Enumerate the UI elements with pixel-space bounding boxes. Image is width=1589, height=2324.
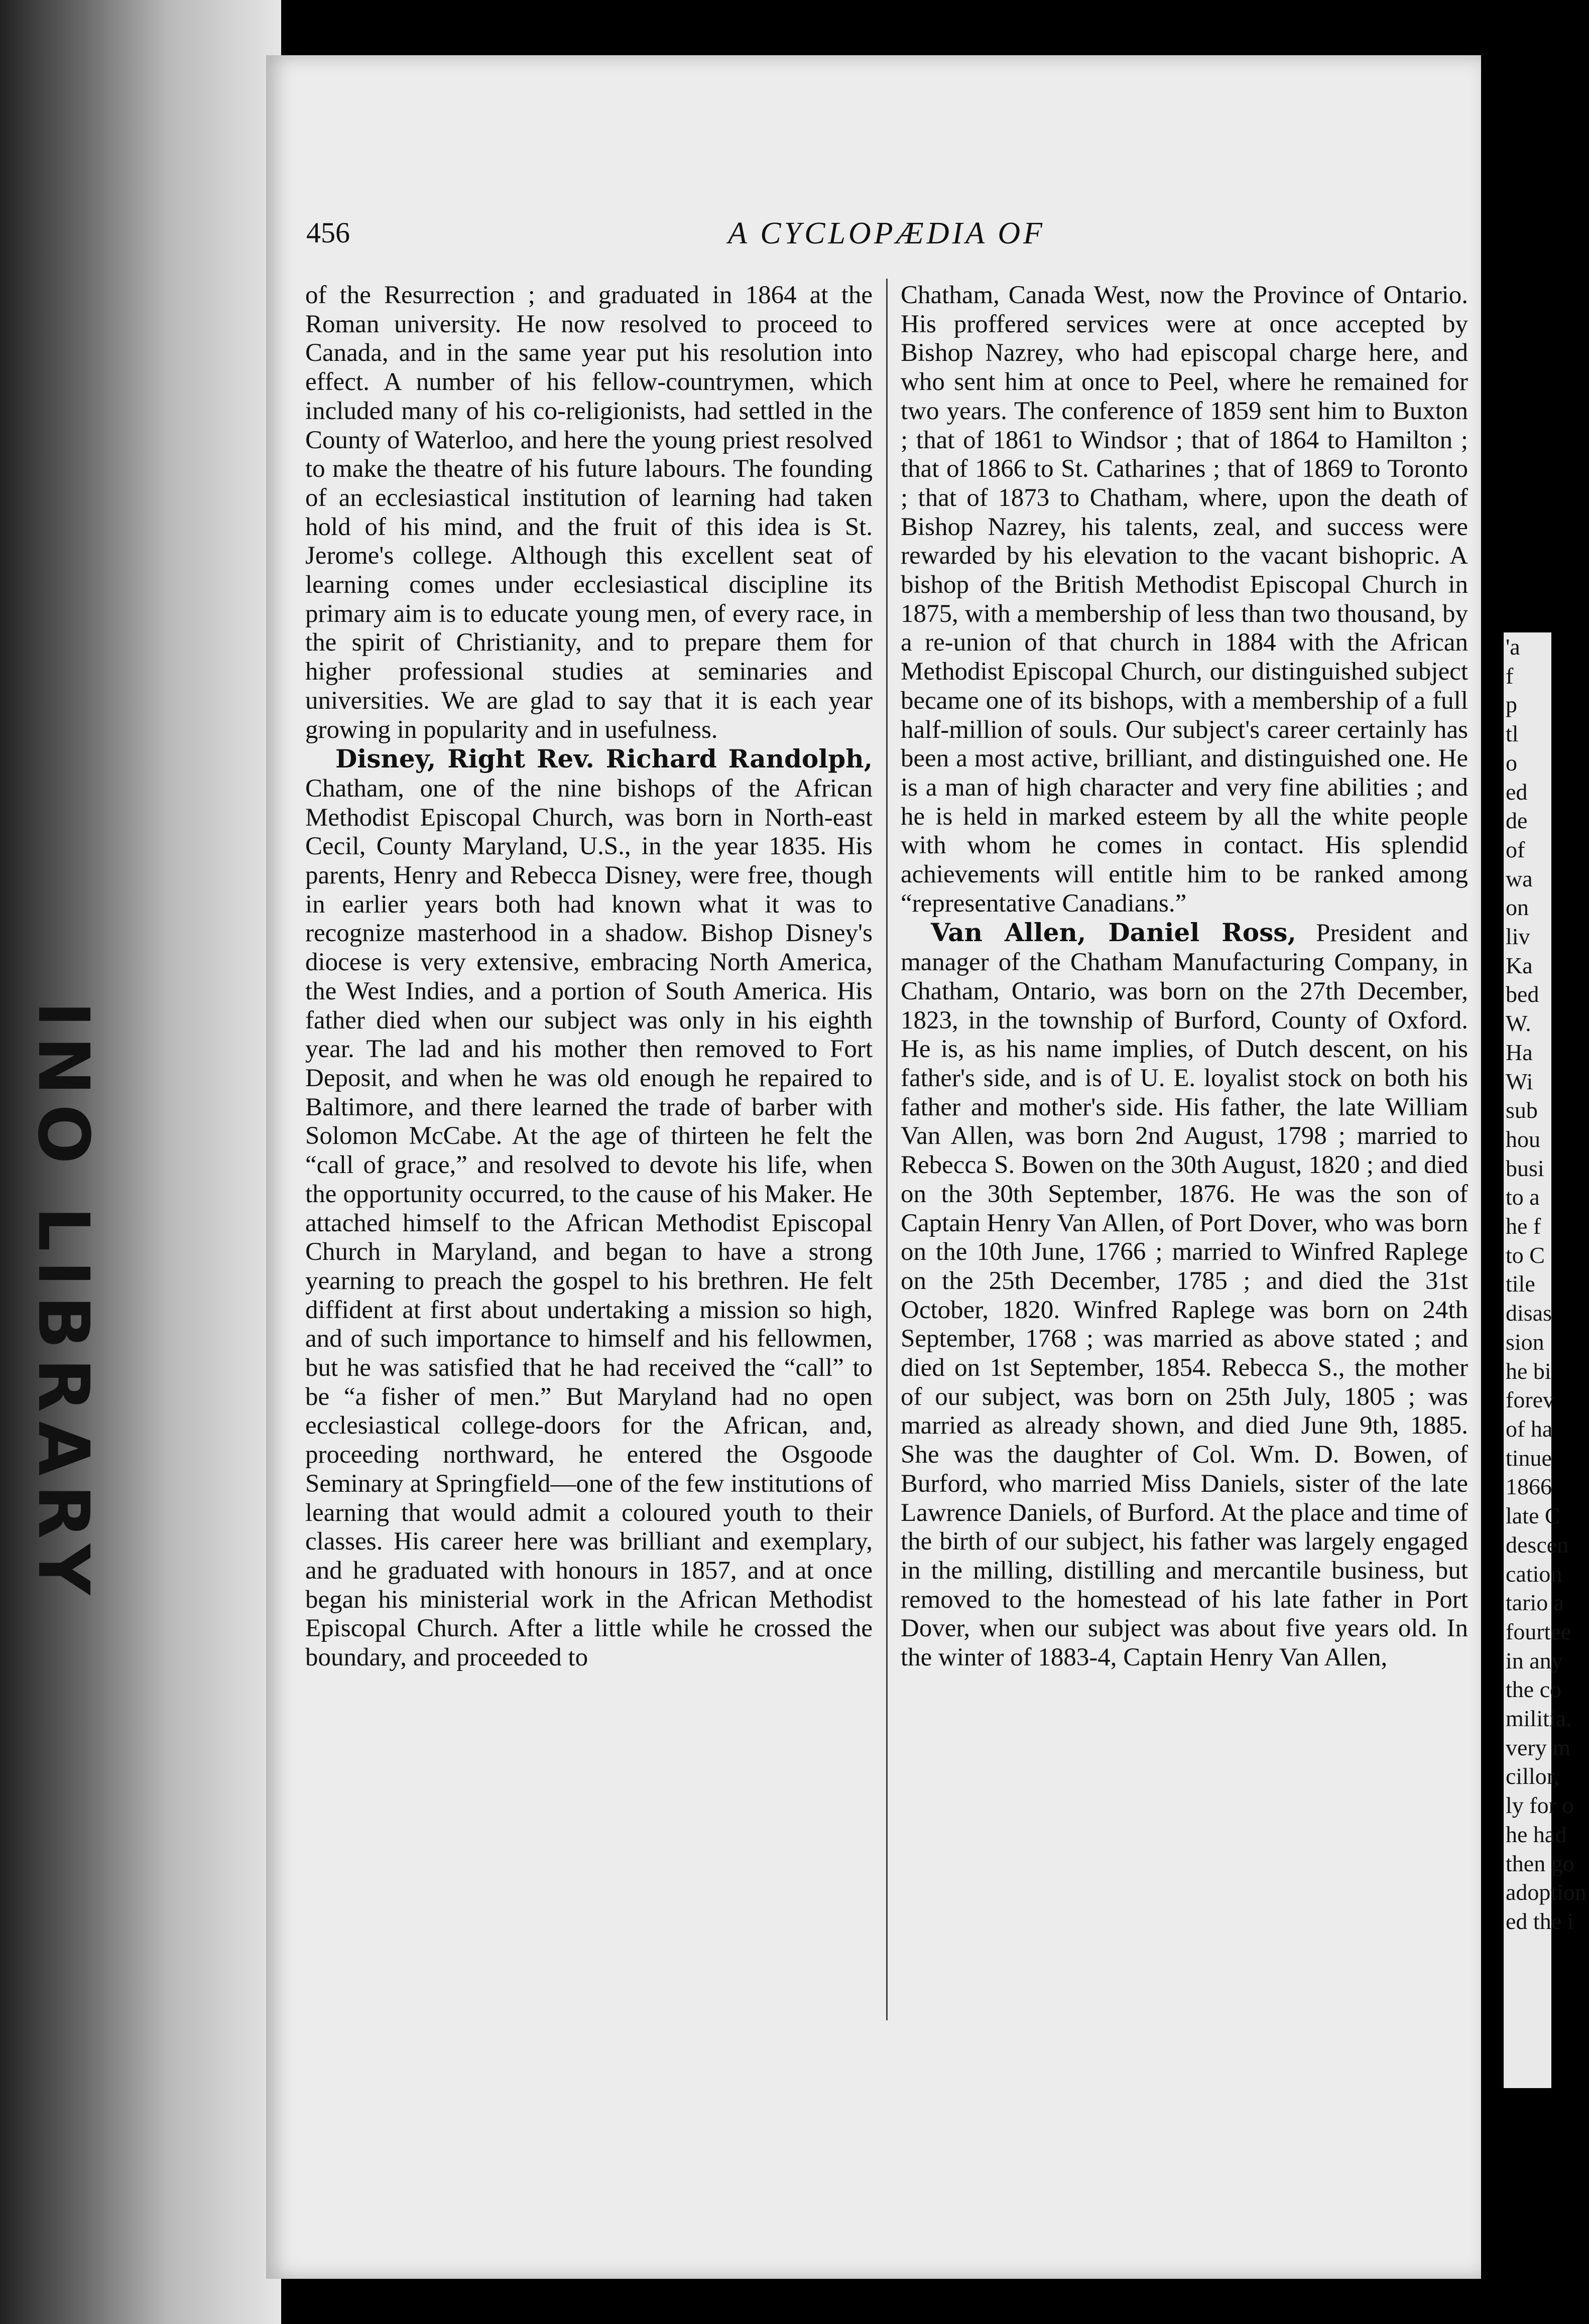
adjacent-page-fragment: very m [1506,1734,1571,1760]
adjacent-page-fragment: militia. [1506,1706,1572,1732]
adjacent-page-fragment: of [1506,836,1525,862]
adjacent-page-fragment: disas [1506,1300,1552,1326]
adjacent-page-fragment: tl [1506,721,1519,747]
adjacent-page-fragment: hou [1506,1126,1540,1152]
entry-disney [305,744,873,1672]
adjacent-page-fragment: the co [1506,1676,1562,1703]
entry-van-allen [901,918,1468,1672]
left-column [305,281,873,2053]
adjacent-page-fragment: W. [1506,1010,1531,1037]
adjacent-page-fragment: de [1506,808,1528,834]
adjacent-page-fragment: he f [1506,1213,1541,1239]
adjacent-page-fragment: ed [1506,779,1528,805]
adjacent-page-fragment: ly for o [1506,1792,1574,1819]
adjacent-page-fragment: on [1506,894,1529,921]
adjacent-page-fragment: Ha [1506,1039,1533,1065]
adjacent-page-fragment: he bi [1506,1358,1551,1384]
adjacent-page-fragment: cation [1506,1561,1562,1587]
adjacent-page-fragment: sion [1506,1329,1544,1355]
adjacent-page-fragment: bed [1506,981,1539,1007]
adjacent-page-fragment: wa [1506,865,1533,891]
adjacent-page-fragment: in any [1506,1647,1563,1673]
paragraph-continuation: of the Resurrection ; and graduated in 1864 at the Roman university. He now resolved to proceed to Canada, and in the same year put his resolution into effect. A number of his fellow-countrymen, which included many of his co-religionists, had settled in the County of Waterloo, and here the young priest resolved to make the theatre of his future labours. The founding of an ecclesiastical institution of learning had taken hold of his mind, and the fruit of this idea is St. Jerome's college. Although this excellent seat of learning comes under ecclesiastical discipline its primary aim is to educate young men, of every race, in the spirit of Christianity, and to prepare them for higher professional studies at seminaries and universities. We are glad to say that it is each year growing in popularity and in usefulness. [305,281,873,744]
column-rule [886,279,888,2020]
adjacent-page-fragment: f [1506,663,1514,689]
library-stamp [18,878,103,1732]
adjacent-page-fragment: late C [1506,1503,1560,1529]
adjacent-page-fragment: o [1506,749,1517,776]
library-stamp-text: INO LIBRARY [22,1001,104,1604]
entry-heading-disney: Disney, Right Rev. Richard Randolph, [335,744,873,774]
entry-heading-van-allen: Van Allen, Daniel Ross, [931,918,1296,948]
adjacent-page-fragment: busi [1506,1155,1544,1181]
adjacent-page-fragment: Ka [1506,952,1533,978]
adjacent-page-fragment: 'a [1506,634,1520,660]
adjacent-page-fragment: of ha [1506,1415,1553,1442]
adjacent-page-fragment: to a [1506,1184,1540,1210]
adjacent-page-fragment: descen [1506,1531,1569,1558]
running-title: A CYCLOPÆDIA OF [728,216,1046,250]
adjacent-page-fragment: 1866 [1506,1474,1552,1500]
right-column [901,281,1468,2053]
adjacent-page-fragment: sub [1506,1097,1538,1123]
paragraph-continuation-right: Chatham, Canada West, now the Province of Ontario. His proffered services were at once accepted by Bishop Nazrey, who had episcopal charge here, and who sent him at once to Peel, where he remained for two years. The conference of 1859 sent him to Buxton ; that of 1861 to Windsor ; that of 1864 to Hamilton ; that of 1866 to St. Catharines ; that of 1869 to Toronto ; that of 1873 to Chatham, where, upon the death of Bishop Nazrey, his talents, zeal, and success were rewarded by his elevation to the vacant bishopric. A bishop of the British Methodist Episcopal Church in 1875, with a membership of less than two thousand, by a re-union of that church in 1884 with the African Methodist Episcopal Church, our distinguished subject became one of its bishops, with a membership of a full half-million of souls. Our subject's career certainly has been a most active, brilliant, and distinguished one. He is a man of high character and very fine abilities ; and he is held in marked esteem by all the white people with whom he comes in contact. His splendid achievements will entitle him to be ranked among “representative Canadians.” [901,281,1468,918]
adjacent-page-fragment: forev [1506,1387,1555,1413]
adjacent-page-fragment: tario a [1506,1590,1564,1616]
adjacent-page-fragment: cillor, [1506,1763,1559,1789]
adjacent-page-column [1504,632,1586,2088]
adjacent-page-fragment: p [1506,692,1517,718]
adjacent-page-fragment: fourtee [1506,1618,1571,1644]
page-header [306,216,1441,261]
entry-body-disney: Chatham, one of the nine bishops of the African Methodist Episcopal Church, was born in North-east Cecil, County Maryland, U.S., in the year 1835. His parents, Henry and Rebecca Disney, were free, though in earlier years both had known what it was to recognize masterhood in a shadow. Bishop Disney's diocese is very extensive, embracing North America, the West Indies, and a portion of South America. His father died when our subject was only in his eighth year. The lad and his mother then removed to Fort Deposit, and when he was old enough he repaired to Baltimore, and there learned the trade of barber with Solomon McCabe. At the age of thirteen he felt the “call of grace,” and resolved to devote his life, when the opportunity occurred, to the cause of his Maker. He attached himself to the African Methodist Episcopal Church in Maryland, and began to have a strong yearning to preach the gospel to his brethren. He felt diffident at first about undertaking a mission so high, and of such importance to himself and his fellowmen, but he was satisfied that he had received the “call” to be “a fisher of men.” But Maryland had no open ecclesiastical college-doors for the African, and, proceeding northward, he entered the Osgoode Seminary at Springfield—one of the few institutions of learning that would admit a coloured youth to their classes. His career here was brilliant and exemplary, and he graduated with honours in 1857, and at once began his ministerial work in the African Methodist Episcopal Church. After a little while he crossed the boundary, and proceeded to [305,774,873,1672]
adjacent-page-fragment: then go [1506,1850,1574,1876]
adjacent-page-fragment: liv [1506,924,1530,950]
entry-body-van-allen: President and manager of the Chatham Manufacturing Company, in Chatham, Ontario, was born on the 27th December, 1823, in the township of Burford, County of Oxford. He is, as his name implies, of Dutch descent, on his father's side, and is of U. E. loyalist stock on both his father and mother's side. His father, the late William Van Allen, was born 2nd August, 1798 ; married to Rebecca S. Bowen on the 30th August, 1820 ; and died on the 30th September, 1876. He was the son of Captain Henry Van Allen, of Port Dover, who was born on the 10th June, 1766 ; married to Winfred Raplege on the 25th December, 1785 ; and died the 31st October, 1820. Winfred Raplege was born on 24th September, 1768 ; was married as above stated ; and died on 1st September, 1854. Rebecca S., the mother of our subject, was born on 25th July, 1805 ; was married as already shown, and died June 9th, 1885. She was the daughter of Col. Wm. D. Bowen, of Burford, who married Miss Daniels, sister of the late Lawrence Daniels, of Burford. At the place and time of the birth of our subject, his father was largely engaged in the milling, distilling and mercantile business, but removed to the homestead of his late father in Port Dover, when our subject was about five years old. In the winter of 1883-4, Captain Henry Van Allen, [901,919,1469,1672]
adjacent-page-fragment: to C [1506,1242,1545,1268]
adjacent-page-fragment: tinue [1506,1445,1552,1471]
adjacent-page-fragment: Wi [1506,1068,1533,1094]
page-number: 456 [306,216,350,249]
adjacent-page-fragment: adoption [1506,1879,1586,1905]
adjacent-page-fragment: ed the i [1506,1908,1574,1934]
adjacent-page-fragment: tile [1506,1271,1535,1297]
adjacent-page-fragment: he had [1506,1821,1567,1847]
